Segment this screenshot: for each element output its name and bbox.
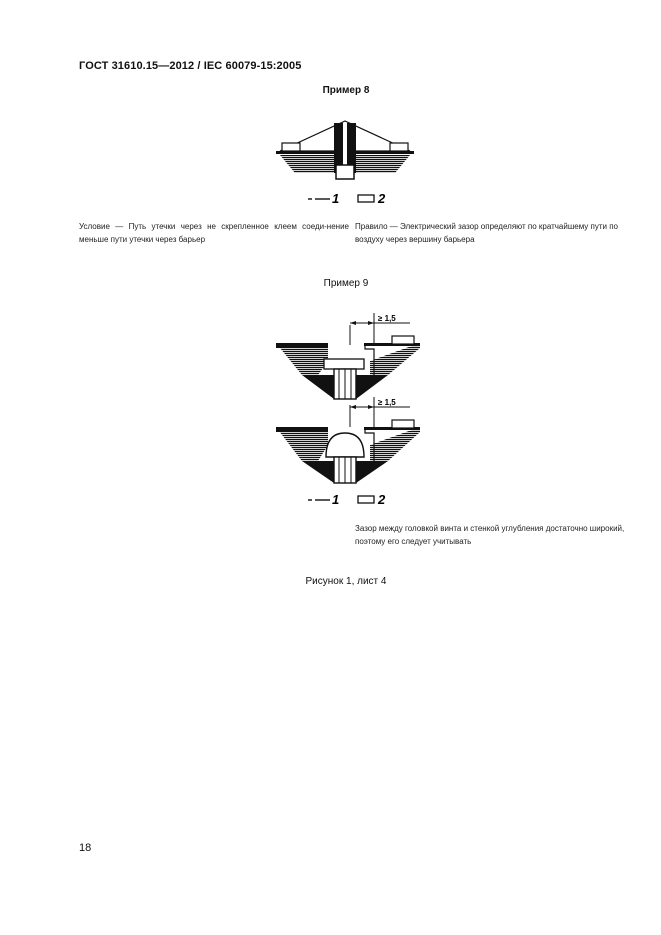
- conductor-left: [282, 143, 300, 151]
- screw-head-flat: [324, 359, 364, 369]
- example-9-note: Зазор между головкой винта и стенкой углубления достаточно широкий, поэтому его следует учитывать: [355, 524, 625, 546]
- legend-label-2: 2: [378, 191, 386, 206]
- figure-caption: Рисунок 1, лист 4: [305, 576, 387, 587]
- legend-8: [308, 191, 386, 206]
- legend-label-2: 2: [378, 492, 386, 507]
- page-number: 18: [79, 842, 92, 854]
- legend-box-2: [358, 195, 374, 202]
- example-8-title: Пример 8: [322, 85, 370, 96]
- legend-label-1: 1: [332, 492, 340, 507]
- conductor-right: [390, 143, 408, 151]
- legend-label-1: 1: [332, 191, 340, 206]
- conductor-top: [392, 336, 414, 344]
- legend-box-2: [358, 496, 374, 503]
- example-9-top-detail: [276, 313, 420, 399]
- legend-9: [308, 492, 386, 507]
- example-8-rule: Правило — Электрический зазор определяют по кратчайшему пути по воздуху через вершину барьера: [355, 222, 618, 244]
- dimension-label-bottom: ≥ 1,5: [378, 398, 396, 407]
- example-9-title: Пример 9: [323, 278, 369, 289]
- example-8-drawing: [270, 115, 420, 210]
- conductor-bottom: [392, 420, 414, 428]
- post-base: [336, 165, 354, 179]
- dimension-label-top: ≥ 1,5: [378, 314, 396, 323]
- example-9-drawing: [270, 305, 430, 510]
- example-8-condition: Условие — Путь утечки через не скрепленное клеем соеди-нение меньше пути утечки через барьер: [79, 222, 349, 244]
- document-header: ГОСТ 31610.15—2012 / IEC 60079-15:2005: [79, 60, 302, 72]
- screw-head-round: [326, 433, 364, 457]
- example-9-bottom-detail: [276, 397, 420, 483]
